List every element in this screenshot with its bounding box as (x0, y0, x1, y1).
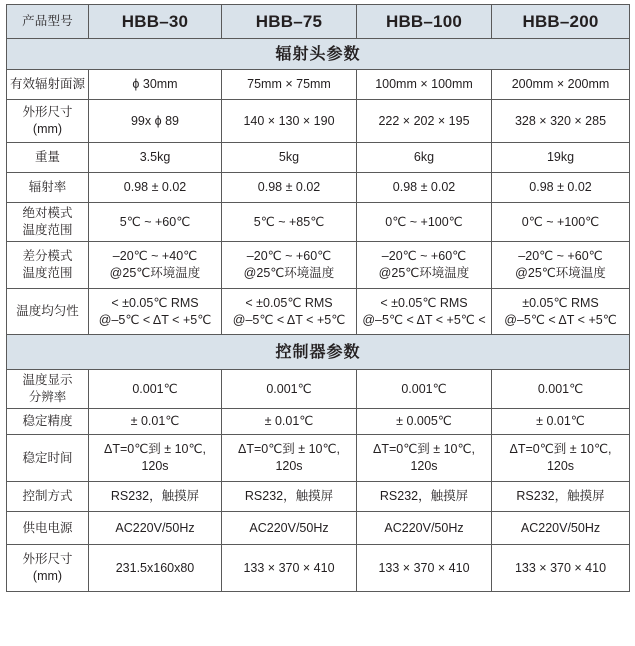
table-cell (357, 100, 492, 143)
table-row (7, 100, 630, 143)
cell-line: 0.001℃ (401, 381, 447, 396)
cell-line: RS232，触摸屏 (516, 489, 605, 503)
table-cell (492, 242, 630, 289)
cell-line: 5kg (278, 150, 300, 164)
table-cell (492, 173, 630, 203)
table-cell (492, 409, 630, 435)
cell-line: AC220V/50Hz (115, 520, 195, 535)
cell-line: ± 0.01℃ (130, 414, 180, 428)
table-cell (222, 70, 357, 100)
table-cell (492, 143, 630, 173)
row-label-line: 分辨率 (28, 390, 67, 404)
table-cell (222, 512, 357, 545)
cell-line: @–5℃ < ΔT < +5℃ (98, 312, 212, 327)
table-cell (492, 512, 630, 545)
row-label-line: 外形尺寸 (22, 552, 73, 566)
cell-line: < ±0.05℃ RMS (111, 295, 199, 310)
cell-line: @25℃环境温度 (515, 266, 606, 280)
table-cell (89, 242, 222, 289)
cell-line: 0.98 ± 0.02 (392, 180, 456, 194)
header-row (7, 5, 630, 39)
row-label (7, 70, 89, 100)
cell-line: @25℃环境温度 (243, 266, 335, 280)
table-cell (89, 70, 222, 100)
table-cell (357, 143, 492, 173)
radiation-head-section-title: 辐射头参数 (7, 39, 630, 70)
table-row (7, 242, 630, 289)
cell-line: @–5℃ < ΔT < +5℃ < (362, 312, 486, 327)
table-cell (222, 545, 357, 592)
row-label-line: 有效辐射面源 (9, 77, 85, 91)
cell-line: 6kg (413, 150, 435, 164)
row-label-line: 辐射率 (28, 180, 67, 194)
table-row (7, 289, 630, 335)
table-cell (492, 203, 630, 242)
cell-line: 75mm × 75mm (247, 77, 331, 91)
header-label: 产品型号 (7, 5, 89, 39)
table-cell (357, 173, 492, 203)
row-label-line: 温度范围 (22, 223, 73, 237)
cell-line: 3.5kg (139, 150, 171, 164)
row-label-line: 差分模式 (22, 249, 73, 263)
table-cell (357, 70, 492, 100)
table-row (7, 370, 630, 409)
table-cell (222, 370, 357, 409)
row-label (7, 482, 89, 512)
cell-line: 133 × 370 × 410 (243, 560, 335, 575)
table-row (7, 203, 630, 242)
table-cell (357, 370, 492, 409)
cell-line: @25℃环境温度 (378, 266, 470, 280)
cell-line: 0.98 ± 0.02 (123, 180, 187, 194)
table-cell (222, 482, 357, 512)
cell-line: AC220V/50Hz (384, 520, 464, 535)
cell-line: AC220V/50Hz (249, 520, 329, 535)
row-label (7, 242, 89, 289)
row-label (7, 100, 89, 143)
row-label (7, 370, 89, 409)
cell-line: 0.98 ± 0.02 (529, 180, 592, 194)
table-cell (89, 545, 222, 592)
table-cell (89, 100, 222, 143)
cell-line: ± 0.01℃ (264, 414, 314, 428)
table-cell (357, 242, 492, 289)
section-row (7, 335, 630, 370)
row-label-line: 控制方式 (22, 489, 73, 503)
cell-line: 140 × 130 × 190 (243, 113, 335, 128)
row-label (7, 409, 89, 435)
table-cell (89, 173, 222, 203)
table-row (7, 545, 630, 592)
row-label-line: 温度范围 (22, 266, 73, 280)
cell-line: 0.001℃ (266, 381, 312, 396)
table-cell (89, 143, 222, 173)
cell-line: 5℃ ~ +85℃ (253, 214, 325, 229)
cell-line: 0.001℃ (132, 381, 178, 396)
cell-line: < ±0.05℃ RMS (245, 295, 333, 310)
cell-line: ΔT=0℃到 ± 10℃, (373, 442, 475, 456)
cell-line: @25℃环境温度 (109, 266, 201, 280)
table-row (7, 143, 630, 173)
cell-line: 133 × 370 × 410 (514, 560, 607, 575)
cell-line: 0℃ ~ +100℃ (385, 214, 463, 229)
table-cell (222, 409, 357, 435)
cell-line: 100mm × 100mm (375, 77, 473, 91)
cell-line: 19kg (546, 150, 575, 164)
row-label-line: (mm) (32, 122, 63, 136)
table-row (7, 409, 630, 435)
row-label (7, 545, 89, 592)
table-cell (357, 203, 492, 242)
table-cell (222, 242, 357, 289)
row-label (7, 289, 89, 335)
cell-line: ± 0.005℃ (396, 414, 452, 428)
table-cell (89, 482, 222, 512)
table-cell (492, 482, 630, 512)
cell-line: AC220V/50Hz (520, 520, 601, 535)
model-hbb-200: HBB–200 (492, 5, 630, 39)
table-cell (89, 370, 222, 409)
cell-line: 0.98 ± 0.02 (257, 180, 321, 194)
row-label (7, 173, 89, 203)
row-label (7, 143, 89, 173)
cell-line: 120s (410, 459, 438, 473)
cell-line: 328 × 320 × 285 (514, 113, 607, 128)
table-cell (222, 435, 357, 482)
cell-line: @–5℃ < ΔT < +5℃ (504, 312, 617, 327)
spec-body (7, 39, 630, 592)
table-cell (222, 100, 357, 143)
row-label (7, 203, 89, 242)
table-cell (357, 545, 492, 592)
cell-line: ΔT=0℃到 ± 10℃, (238, 442, 340, 456)
cell-line: 0℃ ~ +100℃ (521, 214, 600, 229)
cell-line: ± 0.01℃ (536, 414, 585, 428)
table-cell (89, 409, 222, 435)
cell-line: 120s (141, 459, 169, 473)
table-cell (357, 289, 492, 335)
table-cell (357, 482, 492, 512)
table-cell (89, 512, 222, 545)
controller-section-title: 控制器参数 (7, 335, 630, 370)
cell-line: 231.5x160x80 (115, 560, 195, 575)
cell-line: @–5℃ < ΔT < +5℃ (232, 312, 346, 327)
table-row (7, 435, 630, 482)
table-cell (492, 370, 630, 409)
row-label (7, 512, 89, 545)
row-label-line: 外形尺寸 (22, 105, 73, 119)
table-cell (222, 173, 357, 203)
spec-table (6, 4, 630, 592)
cell-line: RS232，触摸屏 (110, 489, 200, 503)
cell-line: RS232，触摸屏 (379, 489, 469, 503)
table-row (7, 173, 630, 203)
row-label-line: 稳定精度 (22, 414, 73, 428)
table-cell (492, 100, 630, 143)
row-label-line: 供电电源 (22, 520, 73, 535)
model-hbb-75: HBB–75 (222, 5, 357, 39)
row-label-line: 重量 (34, 150, 60, 164)
cell-line: ϕ 30mm (132, 77, 178, 91)
cell-line: 5℃ ~ +60℃ (119, 214, 191, 229)
cell-line: –20℃ ~ +40℃ (112, 249, 198, 263)
table-row (7, 482, 630, 512)
cell-line: 133 × 370 × 410 (378, 560, 470, 575)
table-cell (492, 289, 630, 335)
model-hbb-30: HBB–30 (89, 5, 222, 39)
row-label-line: 绝对模式 (22, 206, 73, 220)
table-cell (89, 289, 222, 335)
table-cell (89, 203, 222, 242)
table-cell (357, 512, 492, 545)
table-cell (222, 289, 357, 335)
table-cell (492, 435, 630, 482)
cell-line: 222 × 202 × 195 (378, 113, 470, 128)
section-row (7, 39, 630, 70)
table-cell (89, 435, 222, 482)
cell-line: ΔT=0℃到 ± 10℃, (509, 442, 612, 456)
cell-line: 120s (546, 459, 575, 473)
table-cell (357, 409, 492, 435)
table-cell (222, 143, 357, 173)
cell-line: 120s (275, 459, 303, 473)
cell-line: –20℃ ~ +60℃ (246, 249, 332, 263)
model-hbb-100: HBB–100 (357, 5, 492, 39)
cell-line: ±0.05℃ RMS (522, 295, 599, 310)
row-label-line: 温度显示 (22, 373, 73, 387)
table-cell (357, 435, 492, 482)
table-row (7, 512, 630, 545)
table-cell (492, 545, 630, 592)
cell-line: ΔT=0℃到 ± 10℃, (104, 442, 206, 456)
row-label-line: 温度均匀性 (16, 304, 79, 318)
table-cell (222, 203, 357, 242)
cell-line: RS232，触摸屏 (244, 489, 334, 503)
cell-line: 0.001℃ (537, 381, 584, 396)
row-label (7, 435, 89, 482)
cell-line: –20℃ ~ +60℃ (381, 249, 467, 263)
cell-line: 200mm × 200mm (511, 77, 610, 91)
row-label-line: (mm) (32, 569, 63, 583)
table-cell (492, 70, 630, 100)
row-label-line: 稳定时间 (22, 450, 73, 465)
cell-line: –20℃ ~ +60℃ (518, 249, 603, 263)
table-row (7, 70, 630, 100)
cell-line: < ±0.05℃ RMS (380, 295, 468, 310)
cell-line: 99x ϕ 89 (130, 113, 179, 128)
